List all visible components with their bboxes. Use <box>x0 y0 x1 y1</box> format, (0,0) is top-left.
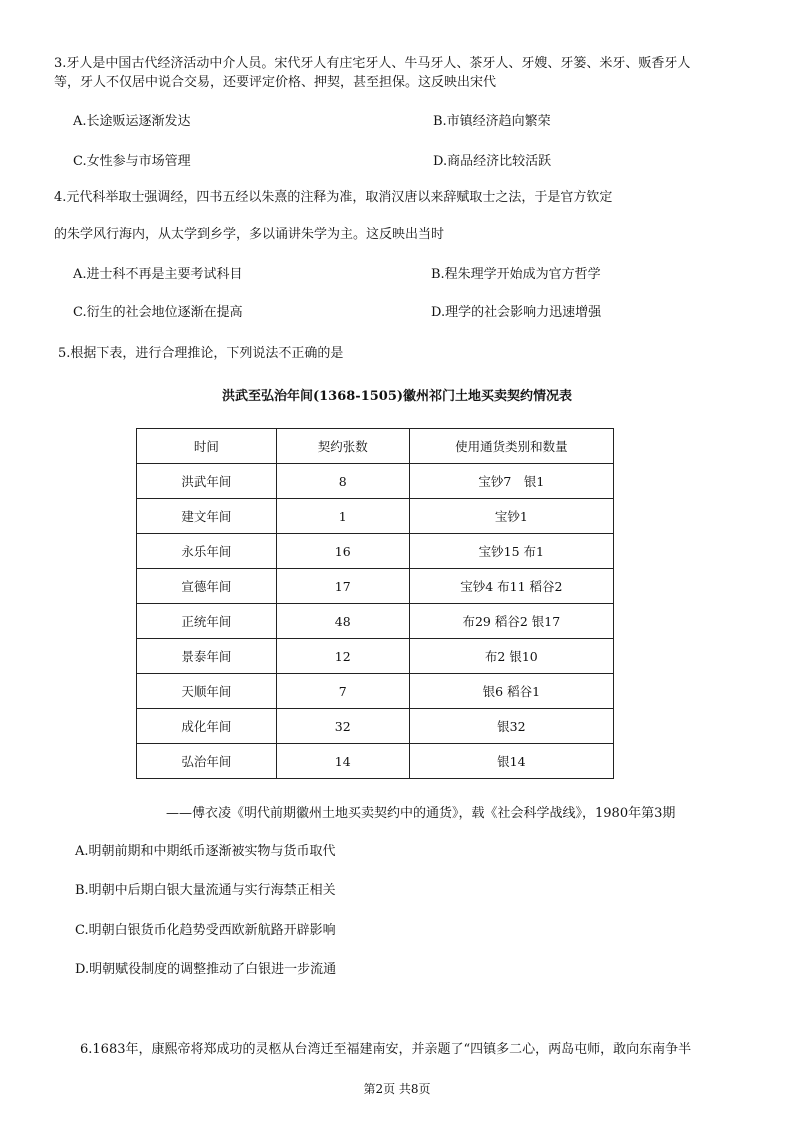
table-row <box>137 639 614 674</box>
page-footer: 第2页 共8页 <box>363 1082 431 1096</box>
q3-stem-line1: 3.牙人是中国古代经济活动中介人员。宋代牙人有庄宅牙人、牛马牙人、茶牙人、牙嫂、牙篓、米牙、贩香牙人 <box>54 56 691 71</box>
table-source-citation: ——傅衣凌《明代前期徽州土地买卖契约中的通货》，载《社会科学战线》，1980年第3期 <box>166 806 676 821</box>
table-row <box>137 499 614 534</box>
cell-period: 永乐年间 <box>137 534 277 569</box>
q3-stem-line2: 等，牙人不仅居中说合交易，还要评定价格、押契，甚至担保。这反映出宋代 <box>54 75 497 90</box>
q5-option-c: C.明朝白银货币化趋势受西欧新航路开辟影响 <box>75 923 336 938</box>
q4-option-a: A.进士科不再是主要考试科目 <box>73 267 243 282</box>
cell-period: 天顺年间 <box>137 674 277 709</box>
q3-option-c: C.女性参与市场管理 <box>73 154 191 169</box>
cell-currency: 布29 稻谷2 银17 <box>409 604 613 639</box>
cell-count: 1 <box>276 499 409 534</box>
cell-period: 洪武年间 <box>137 464 277 499</box>
table-row <box>137 604 614 639</box>
q3-option-a: A.长途贩运逐渐发达 <box>73 114 191 129</box>
table-row <box>137 674 614 709</box>
cell-period: 成化年间 <box>137 709 277 744</box>
q5-stem: 5.根据下表，进行合理推论，下列说法不正确的是 <box>58 346 344 361</box>
cell-currency: 银32 <box>409 709 613 744</box>
header-time: 时间 <box>137 429 277 464</box>
cell-count: 32 <box>276 709 409 744</box>
cell-count: 12 <box>276 639 409 674</box>
cell-period: 宣德年间 <box>137 569 277 604</box>
header-count: 契约张数 <box>276 429 409 464</box>
cell-currency: 布2 银10 <box>409 639 613 674</box>
q4-option-b: B.程朱理学开始成为官方哲学 <box>431 267 601 282</box>
q4-stem-line2: 的朱学风行海内，从太学到乡学，多以诵讲朱学为主。这反映出当时 <box>54 227 445 242</box>
table-row <box>137 464 614 499</box>
cell-period: 景泰年间 <box>137 639 277 674</box>
q6-stem-line1: 6.1683年，康熙帝将郑成功的灵柩从台湾迁至福建南安，并亲题了“四镇多二心，两岛屯师，敢向东南争半 <box>80 1042 692 1057</box>
table-title: 洪武至弘治年间(1368-1505)徽州祁门土地买卖契约情况表 <box>221 389 573 404</box>
q3-option-b: B.市镇经济趋向繁荣 <box>433 114 551 129</box>
header-currency: 使用通货类别和数量 <box>409 429 613 464</box>
q3-option-d: D.商品经济比较活跃 <box>433 154 552 169</box>
cell-count: 8 <box>276 464 409 499</box>
table-row <box>137 709 614 744</box>
q5-option-a: A.明朝前期和中期纸币逐渐被实物与货币取代 <box>75 844 336 859</box>
contracts-table <box>136 428 614 779</box>
cell-count: 17 <box>276 569 409 604</box>
cell-currency: 宝钞7 银1 <box>409 464 613 499</box>
table-row <box>137 569 614 604</box>
cell-period: 弘治年间 <box>137 744 277 779</box>
q4-option-c: C.衍生的社会地位逐渐在提高 <box>73 305 243 320</box>
table-row <box>137 534 614 569</box>
cell-count: 16 <box>276 534 409 569</box>
table-row <box>137 744 614 779</box>
cell-currency: 宝钞1 <box>409 499 613 534</box>
cell-period: 建文年间 <box>137 499 277 534</box>
table-header-row <box>137 429 614 464</box>
q5-option-d: D.明朝赋役制度的调整推动了白银进一步流通 <box>75 962 337 977</box>
cell-currency: 宝钞4 布11 稻谷2 <box>409 569 613 604</box>
cell-period: 正统年间 <box>137 604 277 639</box>
cell-currency: 银14 <box>409 744 613 779</box>
cell-currency: 银6 稻谷1 <box>409 674 613 709</box>
q4-stem-line1: 4.元代科举取士强调经，四书五经以朱熹的注释为准，取消汉唐以来辞赋取士之法，于是官方钦定 <box>54 190 613 205</box>
q4-option-d: D.理学的社会影响力迅速增强 <box>431 305 602 320</box>
cell-count: 48 <box>276 604 409 639</box>
q5-option-b: B.明朝中后期白银大量流通与实行海禁正相关 <box>75 883 336 898</box>
cell-count: 14 <box>276 744 409 779</box>
cell-currency: 宝钞15 布1 <box>409 534 613 569</box>
cell-count: 7 <box>276 674 409 709</box>
